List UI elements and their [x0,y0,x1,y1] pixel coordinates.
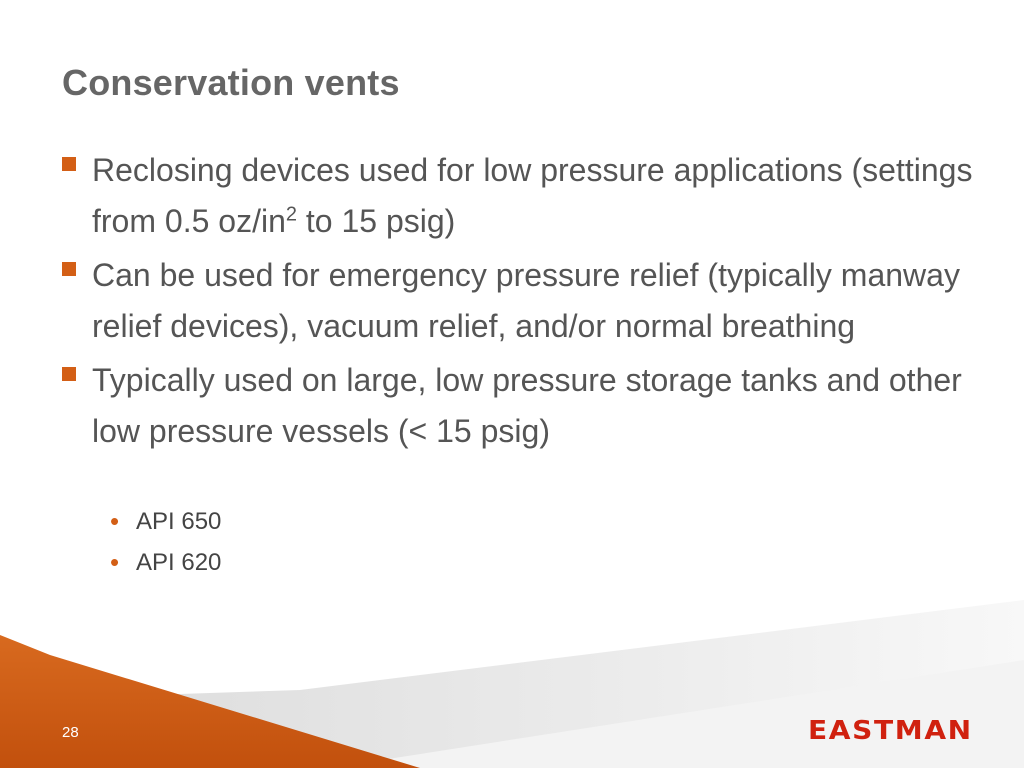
sub-bullet-item [110,542,221,583]
page-number: 28 [62,724,79,741]
square-bullet-icon [62,367,76,381]
bullet-text: Typically used on large, low pressure storage tanks and other low pressure vessels (< 15 psig) [92,362,962,449]
bullet-text: to 15 psig) [296,203,456,239]
bullet-item [62,145,982,247]
sub-bullet-list [110,501,221,583]
square-bullet-icon [62,157,76,171]
dot-bullet-icon: • [110,547,120,577]
sub-bullet-text: API 650 [136,508,222,535]
slide-title: Conservation vents [62,62,400,103]
bullet-item [62,250,982,352]
bullet-text: Can be used for emergency pressure relief (typically manway relief devices), vacuum relief, and/or normal breathing [92,257,960,344]
bullet-list [62,145,982,460]
bullet-item [62,355,982,457]
superscript: 2 [285,203,297,226]
dot-bullet-icon: • [110,506,120,536]
sub-bullet-item [110,501,221,542]
eastman-logo: EASTMAN [808,716,973,746]
square-bullet-icon [62,262,76,276]
sub-bullet-text: API 620 [136,549,222,576]
bullet-text: Reclosing devices used for low pressure applications (settings from 0.5 oz/in [92,152,973,239]
